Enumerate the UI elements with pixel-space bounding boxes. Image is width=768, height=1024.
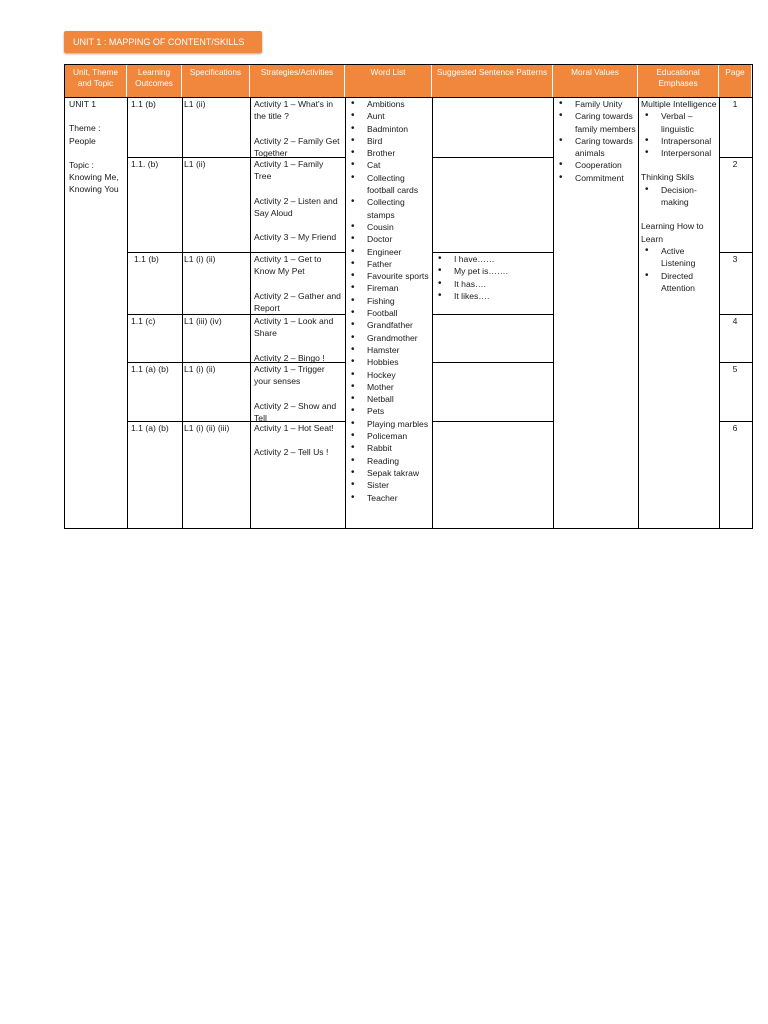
word-list-item: • Favourite sports xyxy=(347,270,431,282)
lhl-item: • Directed Attention xyxy=(641,270,718,295)
word-list-item: • Badminton xyxy=(347,123,431,135)
spec-cell: L1 (iii) (iv) xyxy=(184,316,222,326)
word-list-item: • Sepak takraw xyxy=(347,467,431,479)
sentence-pattern-item: • I have…… xyxy=(434,253,550,265)
word-list-item: • Playing marbles xyxy=(347,418,431,430)
activity-item: Activity 2 – Family Get Together xyxy=(254,135,340,158)
word-list-item: • Pets xyxy=(347,405,431,417)
word-list-item: • Fishing xyxy=(347,295,431,307)
mi-item: • Intrapersonal xyxy=(641,135,718,147)
word-list-item: • Brother xyxy=(347,147,431,159)
word-list-item: • Hockey xyxy=(347,369,431,381)
activity-item: Activity 2 – Gather and Report xyxy=(254,290,341,313)
activity-item: Activity 1 – Trigger your senses xyxy=(254,364,325,387)
activity-item: Activity 1 – Get to Know My Pet xyxy=(254,254,322,277)
word-list-item: • Rabbit xyxy=(347,442,431,454)
word-list-item: • Grandfather xyxy=(347,319,431,331)
word-list-item: • Sister xyxy=(347,479,431,491)
unit-theme-topic xyxy=(69,98,125,196)
activity-item: Activity 1 – Family Tree xyxy=(254,159,324,182)
topic-value: Knowing Me, Knowing You xyxy=(69,172,119,195)
activity-item: Activity 2 – Bingo ! xyxy=(254,352,325,363)
word-list-item: • Aunt xyxy=(347,110,431,122)
word-list-item: • Teacher xyxy=(347,492,431,504)
moral-value-item: • Commitment xyxy=(555,172,637,184)
activity-item: Activity 3 – My Friend xyxy=(254,232,337,243)
word-list-item: • Hobbies xyxy=(347,356,431,368)
table-rule xyxy=(638,65,639,528)
word-list-item: • Collecting stamps xyxy=(347,196,431,221)
sentence-pattern-item: • It has…. xyxy=(434,278,550,290)
moral-value-item: • Caring towards family members xyxy=(555,110,637,135)
thinking-title: Thinking Skils xyxy=(641,172,695,183)
outcome-cell: 1.1. (b) xyxy=(131,159,159,169)
word-list-item: • Fireman xyxy=(347,282,431,294)
spec-cell: L1 (i) (ii) (iii) xyxy=(184,423,230,433)
outcome-cell: 1.1 (c) xyxy=(131,316,156,326)
page-number: 5 xyxy=(732,364,738,374)
sentence-pattern-item: • It likes…. xyxy=(434,290,550,302)
moral-values xyxy=(555,98,637,184)
unit-label: UNIT 1 xyxy=(69,99,97,109)
header-patterns: Suggested Sentence Patterns xyxy=(432,65,552,97)
table-rule xyxy=(345,65,346,528)
activity-item: Activity 2 – Listen and Say Aloud xyxy=(254,195,338,218)
word-list xyxy=(347,98,431,504)
table-rule xyxy=(432,362,554,363)
activities-cell xyxy=(254,422,342,471)
word-list-item: • Cat xyxy=(347,159,431,171)
moral-value-item: • Caring towards animals xyxy=(555,135,637,160)
table-rule xyxy=(250,65,251,528)
spec-cell: L1 (ii) xyxy=(184,99,206,109)
word-list-item: • Reading xyxy=(347,455,431,467)
thinking-item: • Decision-making xyxy=(641,184,718,209)
activities-cell xyxy=(254,158,342,255)
word-list-item: • Engineer xyxy=(347,246,431,258)
page-number: 4 xyxy=(732,316,738,326)
table-rule xyxy=(432,65,433,528)
activity-item: Activity 1 – Look and Share xyxy=(254,316,334,339)
word-list-item: • Grandmother xyxy=(347,332,431,344)
mi-item: • Interpersonal xyxy=(641,147,718,159)
word-list-item: • Father xyxy=(347,258,431,270)
header-wordlist: Word List xyxy=(345,65,431,97)
spec-cell: L1 (ii) xyxy=(184,159,206,169)
spec-cell: L1 (i) (ii) xyxy=(184,254,216,264)
mi-title: Multiple Intelligence xyxy=(641,99,717,109)
outcome-cell: 1.1 (a) (b) xyxy=(131,423,169,433)
activity-item: Activity 2 – Tell Us ! xyxy=(254,447,329,458)
word-list-item: • Policeman xyxy=(347,430,431,442)
table-rule xyxy=(182,65,183,528)
spec-cell: L1 (i) (ii) xyxy=(184,364,216,374)
activity-item: Activity 2 – Show and Tell xyxy=(254,400,337,423)
theme-value: People xyxy=(69,135,96,146)
theme-label: Theme : xyxy=(69,123,101,134)
table-rule xyxy=(432,157,554,158)
page-number: 2 xyxy=(732,159,738,169)
word-list-item: • Netball xyxy=(347,393,431,405)
table-rule xyxy=(127,65,128,528)
word-list-item: • Mother xyxy=(347,381,431,393)
activity-item: Activity 1 – Hot Seat! xyxy=(254,423,334,433)
word-list-item: • Hamster xyxy=(347,344,431,356)
word-list-item: • Ambitions xyxy=(347,98,431,110)
educational-emphases xyxy=(641,98,718,294)
page-number: 3 xyxy=(732,254,738,264)
header-specs: Specifications xyxy=(182,65,249,97)
table-rule xyxy=(719,65,720,528)
header-outcomes: Learning Outcomes xyxy=(127,65,181,97)
unit-title-banner: UNIT 1 : MAPPING OF CONTENT/SKILLS xyxy=(64,31,262,53)
header-moral: Moral Values xyxy=(553,65,637,97)
word-list-item: • Collecting football cards xyxy=(347,172,431,197)
header-edu: Educational Emphases xyxy=(638,65,718,97)
word-list-item: • Cousin xyxy=(347,221,431,233)
page-number: 1 xyxy=(732,99,738,109)
header-strategies: Strategies/Activities xyxy=(250,65,344,97)
moral-value-item: • Family Unity xyxy=(555,98,637,110)
sentence-pattern-item: • My pet is……. xyxy=(434,265,550,277)
table-rule xyxy=(432,314,554,315)
lhl-title: Learning How to Learn xyxy=(641,221,704,244)
moral-value-item: • Cooperation xyxy=(555,159,637,171)
word-list-item: • Football xyxy=(347,307,431,319)
word-list-item: • Bird xyxy=(347,135,431,147)
table-rule xyxy=(553,65,554,528)
topic-label: Topic : xyxy=(69,159,94,170)
activity-item: Activity 1 – What's in the title ? xyxy=(254,99,334,122)
lhl-item: • Active Listening xyxy=(641,245,718,270)
page-number: 6 xyxy=(732,423,738,433)
outcome-cell: 1.1 (b) xyxy=(134,254,159,264)
word-list-item: • Doctor xyxy=(347,233,431,245)
outcome-cell: 1.1 (a) (b) xyxy=(131,364,169,374)
outcome-cell: 1.1 (b) xyxy=(131,99,156,109)
header-unit: Unit, Theme and Topic xyxy=(65,65,126,97)
mi-item: • Verbal – linguistic xyxy=(641,110,718,135)
sentence-patterns xyxy=(434,253,550,302)
table-rule xyxy=(432,421,554,422)
header-page: Page xyxy=(719,65,751,97)
